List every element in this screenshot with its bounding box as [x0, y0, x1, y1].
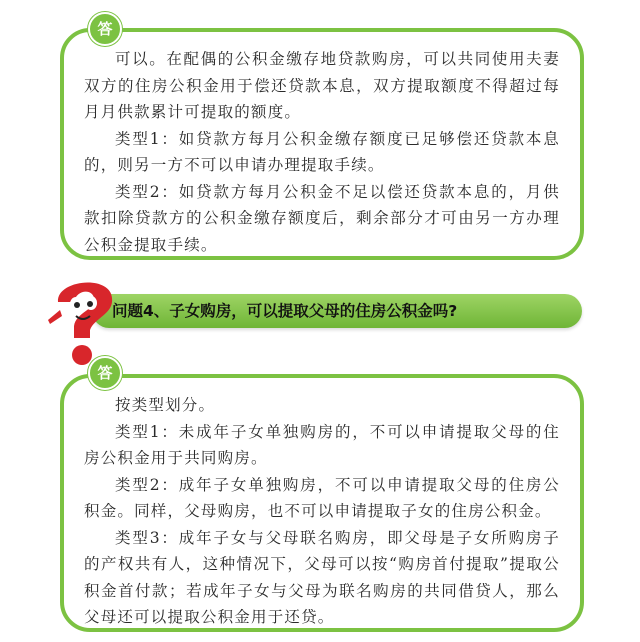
- answer1-paragraph: 类型1：如贷款方每月公积金缴存额度已足够偿还贷款本息的，则另一方不可以申请办理提取手续。: [84, 129, 560, 174]
- question-title: 问题4、子女购房，可以提取父母的住房公积金吗?: [112, 302, 458, 320]
- answer-body-1: [84, 46, 560, 258]
- question-mark-mascot-icon: [44, 272, 124, 368]
- answer-card-2: [60, 374, 584, 632]
- answer2-paragraph: 类型1：未成年子女单独购房的，不可以申请提取父母的住房公积金用于共同购房。: [84, 422, 560, 467]
- answer-badge: 答: [88, 356, 122, 390]
- answer2-paragraph: 类型3：成年子女与父母联名购房，即父母是子女所购房子的产权共有人，这种情况下，父母可以按“购房首付提取”提取公积金首付款；若成年子女与父母为联名购房的共同借贷人，那么父母还可以提取公积金用于还贷。: [84, 528, 560, 626]
- answer1-paragraph: 可以。在配偶的公积金缴存地贷款购房，可以共同使用夫妻双方的住房公积金用于偿还贷款本息，双方提取额度不得超过每月月供款累计可提取的额度。: [84, 50, 560, 121]
- answer2-paragraph: 按类型划分。: [115, 396, 216, 414]
- answer1-paragraph: 类型2：如贷款方每月公积金不足以偿还贷款本息的，月供款扣除贷款方的公积金缴存额度后，剩余部分才可由另一方办理公积金提取手续。: [84, 182, 560, 254]
- answer-badge: 答: [88, 12, 122, 46]
- question-banner: [92, 294, 582, 328]
- answer-card-1: [60, 28, 584, 260]
- answer-body-2: [84, 392, 560, 631]
- answer2-paragraph: 类型2：成年子女单独购房，不可以申请提取父母的住房公积金。同样，父母购房，也不可以申请提取子女的住房公积金。: [84, 475, 560, 520]
